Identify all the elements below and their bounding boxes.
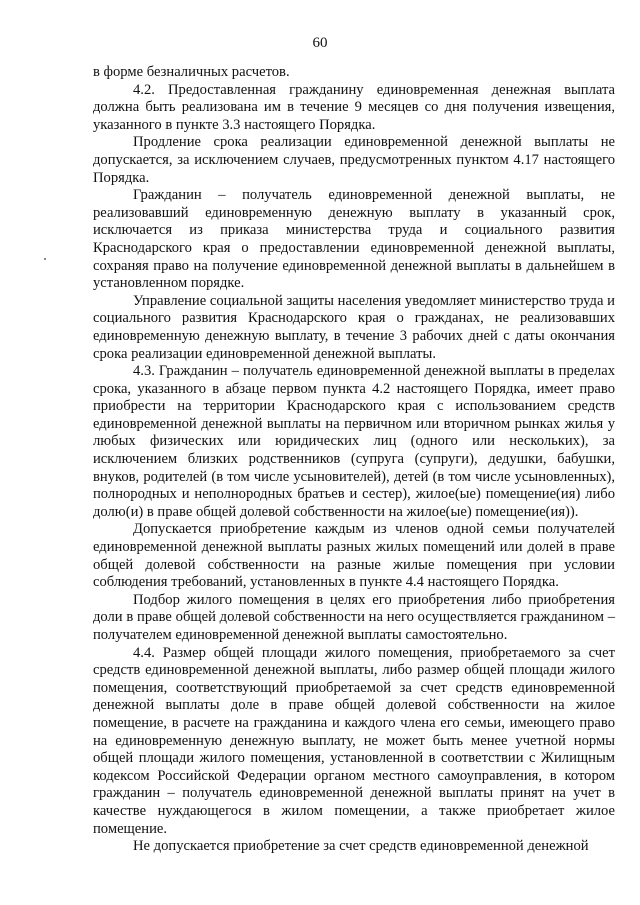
paragraph-selection: Подбор жилого помещения в целях его приобретения либо приобретения доли в праве общей долевой собственности на него осуществляется гражданином – получателем единовременной денежной выплаты самостоятельно.	[93, 591, 615, 643]
paragraph-section-4-4: 4.4. Размер общей площади жилого помещения, приобретаемого за счет средств единовременной денежной выплаты, либо размер общей площади жилого помещения, соответствующий приобретаемой за счет средств единовременной денежной выплаты доле в праве общей долевой собственности на жилое помещение, в расчете на гражданина и каждого члена его семьи, имеющего право на единовременную денежную выплату, не может быть менее учетной нормы общей площади жилого помещения, установленной в соответствии с Жилищным кодексом Российской Федерации органом местного самоуправления, в котором гражданин – получатель единовременной денежной выплаты принят на учет в качестве нуждающегося в жилом помещении, а также приобретает жилое помещение.	[93, 644, 615, 837]
paragraph-notification: Управление социальной защиты населения уведомляет министерство труда и социального развития Краснодарского края о гражданах, не реализовавших единовременную денежную выплату, в течение 3 рабочих дней с даты окончания срока реализации единовременной денежной выплаты.	[93, 292, 615, 362]
paragraph-section-4-3: 4.3. Гражданин – получатель единовременной денежной выплаты в пределах срока, указанного в абзаце первом пункта 4.2 настоящего Порядка, имеет право приобрести на территории Краснодарского края с использованием средств единовременной денежной выплаты на первичном или вторичном рынках жилья у любых физических или юридических лиц (одного или нескольких), за исключением близких родственников (супруга (супруги), дедушки, бабушки, внуков, родителей (в том числе усыновителей), детей (в том числе усыновленных), полнородных и неполнородных братьев и сестер), жилое(ые) помещение(ия) либо долю(и) в праве общей долевой собственности на жилое(ые) помещение(ия)).	[93, 363, 615, 520]
margin-mark	[44, 258, 46, 260]
paragraph-family-purchase: Допускается приобретение каждым из членов одной семьи получателей единовременной денежной выплаты разных жилых помещений или долей в праве общей долевой собственности на разные жилые помещения при условии соблюдения требований, установленных в пункте 4.4 настоящего Порядка.	[93, 521, 615, 591]
paragraph-exclusion: Гражданин – получатель единовременной денежной выплаты, не реализовавший единовременную денежную выплату в указанный срок, исключается из приказа министерства труда и социального развития Краснодарского края о предоставлении единовременной денежной выплаты, сохраняя право на получение единовременной денежной выплаты в дальнейшем в установленном порядке.	[93, 187, 615, 292]
document-body	[93, 64, 615, 856]
paragraph-prohibition: Не допускается приобретение за счет средств единовременной денежной	[133, 838, 589, 855]
page-number: 60	[312, 35, 328, 51]
paragraph-continuation: в форме безналичных расчетов.	[93, 64, 290, 80]
paragraph-section-4-2: 4.2. Предоставленная гражданину единовременная денежная выплата должна быть реализована им в течение 9 месяцев со дня получения извещения, указанного в пункте 3.3 настоящего Порядка.	[93, 81, 615, 133]
paragraph-extension: Продление срока реализации единовременной денежной выплаты не допускается, за исключением случаев, предусмотренных пунктом 4.17 настоящего Порядка.	[93, 134, 615, 186]
